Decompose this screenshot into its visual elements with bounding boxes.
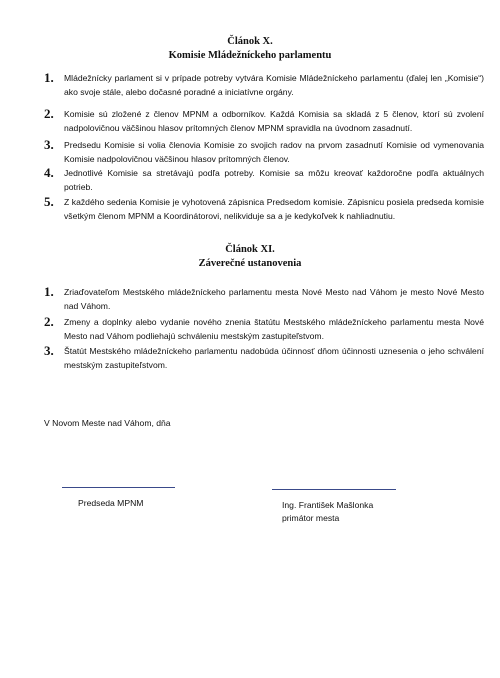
item-text: Zriaďovateľom Mestského mládežníckeho parlamentu mesta Nové Mesto nad Váhom je mesto Nové Mesto nad Váhom. <box>64 287 484 311</box>
item-number: 2. <box>44 314 54 329</box>
item-text: Zmeny a doplnky alebo vydanie nového znenia štatútu Mestského mládežníckeho parlamentu mesta Nové Mesto nad Váhom podliehajú schváleniu mestským zastupiteľstvom. <box>64 317 484 341</box>
item-text: Jednotlivé Komisie sa stretávajú podľa potreby. Komisie sa môžu kreovať každoročne podľa aktuálnych potrieb. <box>64 168 484 192</box>
place-date-line: V Novom Meste nad Váhom, dňa <box>44 418 171 428</box>
article-10-subtitle: Komisie Mládežníckeho parlamentu <box>168 50 332 61</box>
item-text: Predsedu Komisie si volia členovia Komisie zo svojich radov na prvom zasadnutí Komisie od vymenovania Komisie nadpolovičnou väčšinou hlasov prítomných členov. <box>64 140 484 164</box>
item-text: Mládežnícky parlament si v prípade potreby vytvára Komisie Mládežníckeho parlamentu (ďalej len „Komisie“) ako svoje stále, alebo dočasné poradné a iniciatívne orgány. <box>64 73 484 97</box>
item-number: 1. <box>44 284 54 299</box>
signature-role-right: primátor mesta <box>282 513 340 523</box>
item-number: 3. <box>44 343 54 358</box>
item-number: 2. <box>44 106 54 121</box>
item-text: Komisie sú zložené z členov MPNM a odborníkov. Každá Komisia sa skladá z 5 členov, ktorí sú zvolení nadpolovičnou väčšinou hlasov prítomných členov MPNM spravidla na úvodnom zasadnutí. <box>64 109 484 133</box>
item-text: Z každého sedenia Komisie je vyhotovená zápisnica Predsedom komisie. Zápisnicu posiela predseda komisie všetkým členom MPNM a Koordinátorovi, nelikviduje sa a je kedykoľvek k nahliadnutiu. <box>64 197 484 221</box>
item-number: 1. <box>44 70 54 85</box>
item-number: 3. <box>44 137 54 152</box>
signature-label-left: Predseda MPNM <box>78 498 144 508</box>
signature-name-right: Ing. František Mašlonka <box>282 500 374 510</box>
item-number: 4. <box>44 165 54 180</box>
article-10-title: Článok X. <box>227 36 273 47</box>
signature-line-right <box>272 489 396 490</box>
item-text: Štatút Mestského mládežníckeho parlamentu nadobúda účinnosť dňom účinnosti uznesenia o jeho schválení mestským zastupiteľstvom. <box>64 346 484 370</box>
signature-line-left <box>62 487 175 488</box>
article-11-subtitle: Záverečné ustanovenia <box>198 258 302 269</box>
item-number: 5. <box>44 194 54 209</box>
article-11-title: Článok XI. <box>225 244 275 255</box>
